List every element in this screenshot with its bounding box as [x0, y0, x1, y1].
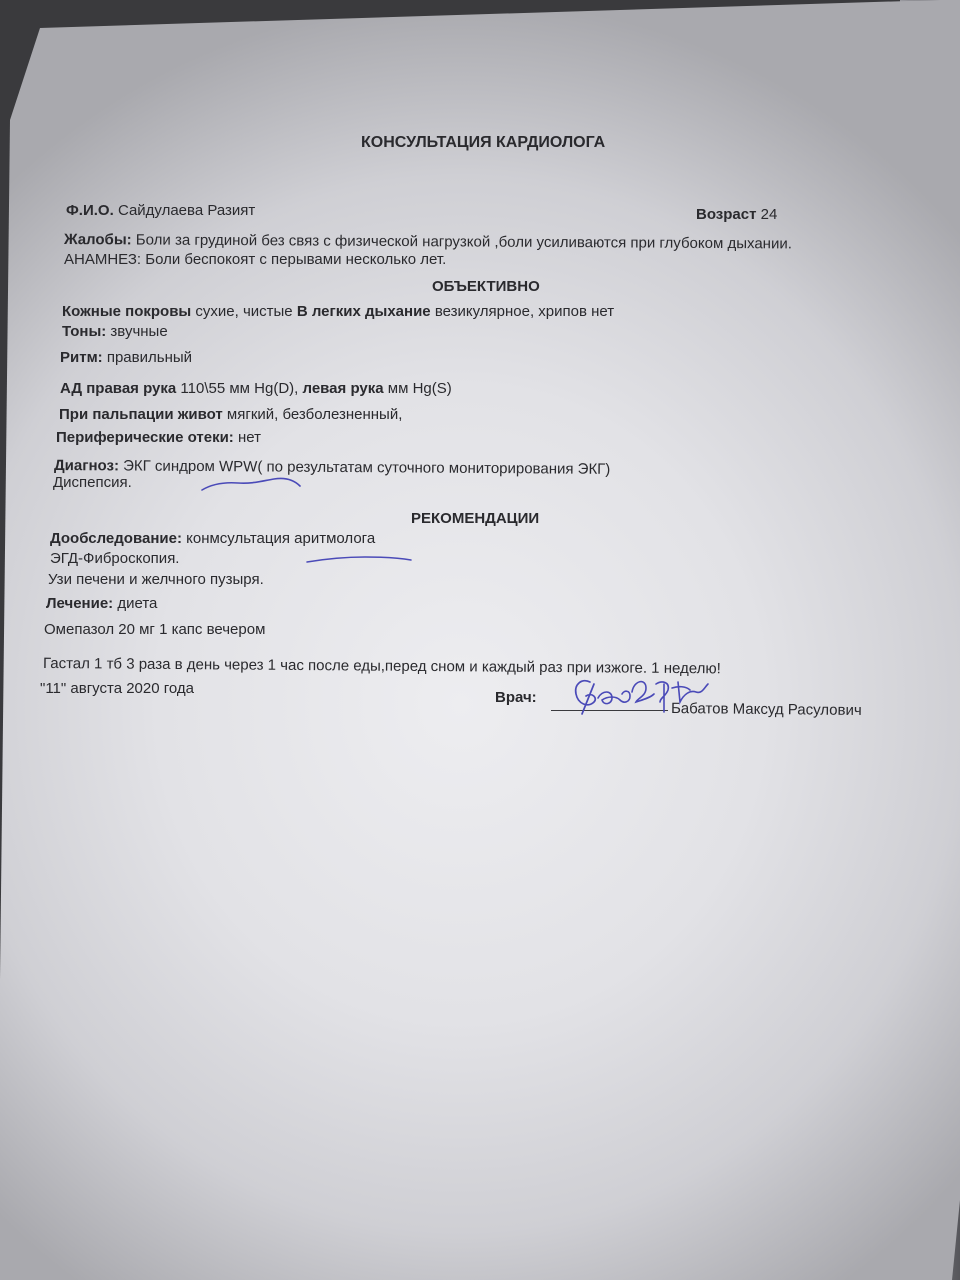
ink-underline-mark: [200, 472, 310, 496]
rhythm-line: [60, 349, 192, 367]
exam-line-3: Узи печени и желчного пузыря.: [48, 571, 264, 588]
blood-pressure-line: [60, 380, 452, 398]
ink-underline-mark-2: [305, 550, 415, 566]
complaints-label: Жалобы:: [63, 231, 132, 249]
exam-line-2: ЭГД-Фиброскопия.: [50, 550, 180, 567]
treatment-line-3: Гастал 1 тб 3 раза в день через 1 час после еды,перед сном и каждый раз при изжоге. 1 неделю!: [42, 655, 721, 678]
age-label: Возраст: [696, 206, 757, 223]
doctor-label: Врач:: [495, 689, 537, 706]
lungs-label: В легких дыхание: [296, 303, 431, 320]
doctor-name: Бабатов Максуд Расулович: [670, 700, 862, 719]
skin-label: Кожные покровы: [62, 303, 192, 320]
skin-value: сухие, чистые: [195, 303, 293, 320]
patient-fio-line: [66, 202, 255, 220]
diagnosis-label: Диагноз:: [53, 457, 120, 475]
fio-value: Сайдулаева Разият: [117, 202, 256, 219]
edema-line: [56, 429, 261, 447]
palpation-value: мягкий, безболезненный,: [226, 406, 403, 423]
tones-value: звучные: [110, 323, 168, 340]
objective-heading: ОБЪЕКТИВНО: [432, 278, 540, 295]
recommendations-heading: РЕКОМЕНДАЦИИ: [411, 510, 540, 527]
patient-age-line: [696, 206, 777, 224]
bp-left-value: мм Hg(S): [387, 380, 452, 397]
bp-left-label: левая рука: [302, 380, 384, 397]
treatment-line-2: Омепазол 20 мг 1 капс вечером: [44, 621, 266, 638]
bp-right-value: 110\55 мм Hg(D),: [180, 380, 299, 397]
edema-label: Периферические отеки:: [56, 429, 234, 446]
skin-lungs-line: [62, 303, 614, 321]
edema-value: нет: [237, 429, 261, 446]
diagnosis-value: ЭКГ синдром WPW( по результатам суточного мониторирования ЭКГ): [123, 457, 611, 478]
lungs-value: везикулярное, хрипов нет: [434, 303, 615, 320]
treatment-label: Лечение:: [46, 595, 114, 612]
treatment-line: [46, 595, 157, 613]
document-title: КОНСУЛЬТАЦИЯ КАРДИОЛОГА: [361, 134, 606, 151]
rhythm-value: правильный: [106, 349, 193, 366]
rhythm-label: Ритм:: [60, 349, 103, 366]
tones-line: [62, 323, 168, 341]
tones-label: Тоны:: [62, 323, 107, 340]
palpation-label: При пальпации живот: [59, 406, 223, 423]
palpation-line: [59, 406, 402, 424]
exam-value: конмсультация аритмолога: [186, 530, 376, 547]
document-date: "11" августа 2020 года: [40, 680, 194, 697]
doctor-signature: [568, 672, 718, 720]
exam-line: [50, 530, 375, 548]
age-value: 24: [760, 206, 778, 223]
bp-right-label: АД правая рука: [60, 380, 177, 397]
diagnosis-line-2: Диспепсия.: [53, 474, 132, 491]
complaints-value: Боли за грудиной без связ с физической нагрузкой ,боли усиливаются при глубоком дыхании.: [135, 231, 792, 253]
fio-label: Ф.И.О.: [66, 202, 114, 219]
anamnesis-line: АНАМНЕЗ: Боли беспокоят с перывами несколько лет.: [64, 251, 447, 268]
exam-label: Дообследование:: [50, 530, 182, 547]
treatment-value: диета: [117, 595, 158, 612]
